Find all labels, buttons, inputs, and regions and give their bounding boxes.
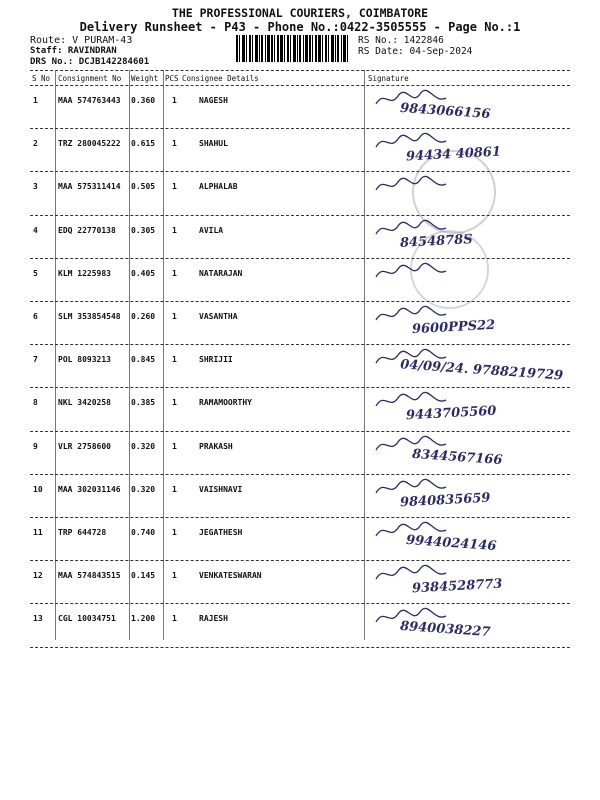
signature-stroke (376, 479, 446, 493)
col-header-sno: S No (32, 74, 51, 83)
row-consignee: VENKATESWARAN (199, 571, 262, 581)
row-consignment-no: SLM 353854548 (58, 312, 121, 321)
row-weight: 0.615 (131, 139, 156, 149)
row-consignment-no: MAA 574763443 (58, 96, 121, 105)
signature-scribble (372, 347, 452, 369)
row-consignment-no: CGL 10034751 (58, 614, 116, 624)
row-consignment-no: POL 8093213 (58, 355, 111, 365)
signature-stroke (376, 609, 446, 623)
signature-stroke (376, 436, 446, 450)
route-label: Route: V PURAM-43 (30, 35, 133, 46)
row-pcs: 1 (172, 484, 177, 494)
row-signature: 04/09/24. 9788219729 (399, 357, 564, 384)
row-pcs: 1 (172, 96, 177, 105)
row-sno: 11 (33, 528, 43, 537)
signature-scribble (372, 606, 452, 628)
table-row (0, 86, 600, 129)
row-sno: 3 (33, 182, 38, 192)
row-sno: 8 (33, 398, 38, 408)
row-consignee: RAJESH (199, 614, 228, 624)
signature-scribble (372, 261, 452, 283)
row-consignment-no: TRP 644728 (58, 528, 107, 537)
row-signature: 9843066156 (399, 100, 491, 123)
signature-scribble (372, 174, 452, 196)
row-consignee: SHAHUL (199, 139, 228, 149)
table-row (0, 432, 600, 475)
signature-stroke (376, 393, 446, 407)
row-consignee: AVILA (199, 225, 224, 235)
table-row (0, 604, 600, 647)
row-pcs: 1 (172, 182, 177, 192)
row-weight: 0.320 (131, 484, 156, 494)
staff-label: Staff: RAVINDRAN (30, 46, 117, 56)
row-pcs: 1 (172, 355, 177, 365)
row-signature: 94434 40861 (405, 144, 502, 165)
row-sno: 5 (33, 268, 38, 278)
signature-scribble (372, 390, 452, 412)
row-weight: 0.320 (131, 441, 156, 451)
signature-stroke (376, 177, 446, 191)
row-weight: 0.405 (131, 268, 156, 278)
row-weight: 0.385 (131, 398, 156, 408)
row-pcs: 1 (172, 441, 177, 451)
row-consignee: VAISHNAVI (199, 484, 243, 494)
row-separator (30, 647, 570, 648)
table-row (0, 129, 600, 172)
row-signature: 9600PPS22 (411, 317, 496, 338)
col-header-consignee: Consignee Details (182, 74, 259, 83)
signature-scribble (372, 88, 452, 110)
signature-scribble (372, 218, 452, 240)
col-header-consignment: Consignment No (58, 74, 122, 83)
row-pcs: 1 (172, 268, 177, 278)
table-row (0, 259, 600, 302)
row-signature: 8940038227 (399, 619, 491, 641)
col-header-weight: Weight (131, 74, 159, 83)
row-pcs: 1 (172, 528, 177, 537)
row-signature: 8344567166 (411, 446, 503, 468)
company-title: THE PROFESSIONAL COURIERS, COIMBATORE (171, 6, 429, 20)
row-consignment-no: NKL 3420258 (58, 398, 111, 408)
row-consignee: VASANTHA (199, 312, 238, 321)
col-header-pcs: PCS (165, 74, 179, 83)
signature-scribble (372, 434, 452, 456)
row-sno: 4 (33, 225, 38, 235)
row-sno: 6 (33, 312, 38, 321)
row-weight: 0.740 (131, 528, 156, 537)
row-weight: 0.845 (131, 355, 156, 365)
table-row (0, 475, 600, 518)
row-consignment-no: TRZ 280045222 (58, 139, 121, 149)
row-consignment-no: MAA 575311414 (58, 182, 121, 192)
row-consignee: ALPHALAB (199, 182, 238, 192)
signature-scribble (372, 563, 452, 585)
row-pcs: 1 (172, 139, 177, 149)
table-row (0, 302, 600, 345)
runsheet-title: Delivery Runsheet - P43 - Phone No.:0422-3505555 - Page No.:1 (79, 20, 521, 34)
signature-scribble (372, 131, 452, 153)
row-sno: 9 (33, 441, 38, 451)
row-weight: 1.200 (131, 614, 156, 624)
row-weight: 0.305 (131, 225, 156, 235)
row-signature: 9944024146 (405, 532, 497, 555)
row-consignment-no: KLM 1225983 (58, 268, 111, 278)
row-signature: 9443705560 (405, 404, 497, 424)
row-pcs: 1 (172, 614, 177, 624)
row-consignee: RAMAMOORTHY (199, 398, 252, 408)
table-top-border (30, 70, 570, 71)
row-signature: 9384528773 (411, 576, 503, 597)
row-pcs: 1 (172, 312, 177, 321)
row-weight: 0.145 (131, 571, 156, 581)
signature-stroke (376, 306, 446, 320)
row-signature: 9840835659 (399, 490, 491, 511)
signature-stroke (376, 134, 446, 148)
signature-scribble (372, 477, 452, 499)
row-consignment-no: EDQ 22770138 (58, 225, 116, 235)
row-consignment-no: MAA 302031146 (58, 484, 121, 494)
table-row (0, 561, 600, 604)
row-sno: 13 (33, 614, 43, 624)
signature-scribble (372, 520, 452, 542)
row-consignee: SHRIJII (199, 355, 233, 365)
table-row (0, 216, 600, 259)
signature-stroke (376, 263, 446, 277)
signature-stroke (376, 522, 446, 536)
signature-stroke (376, 220, 446, 234)
row-pcs: 1 (172, 225, 177, 235)
row-consignment-no: MAA 574843515 (58, 571, 121, 581)
row-weight: 0.360 (131, 96, 156, 105)
row-signature: 8454878S (399, 231, 474, 251)
row-consignment-no: VLR 2758600 (58, 441, 111, 451)
table-row (0, 388, 600, 431)
row-sno: 7 (33, 355, 38, 365)
table-row (0, 518, 600, 561)
table-row (0, 172, 600, 215)
row-weight: 0.505 (131, 182, 156, 192)
drs-label: DRS No.: DCJB142284601 (30, 57, 150, 67)
signature-stroke (376, 90, 446, 104)
row-sno: 1 (33, 96, 38, 105)
signature-stroke (376, 566, 446, 580)
row-sno: 12 (33, 571, 43, 581)
signature-stroke (376, 350, 446, 364)
rs-date: RS Date: 04-Sep-2024 (358, 46, 473, 57)
row-pcs: 1 (172, 398, 177, 408)
row-consignee: PRAKASH (199, 441, 233, 451)
row-consignee: NATARAJAN (199, 268, 243, 278)
row-consignee: NAGESH (199, 96, 228, 105)
row-sno: 10 (33, 484, 43, 494)
table-row (0, 345, 600, 388)
col-header-signature: Signature (368, 74, 409, 83)
row-weight: 0.260 (131, 312, 156, 321)
barcode (236, 35, 348, 62)
row-sno: 2 (33, 139, 38, 149)
signature-scribble (372, 304, 452, 326)
rs-number: RS No.: 1422846 (358, 35, 444, 46)
row-pcs: 1 (172, 571, 177, 581)
row-consignee: JEGATHESH (199, 528, 243, 537)
